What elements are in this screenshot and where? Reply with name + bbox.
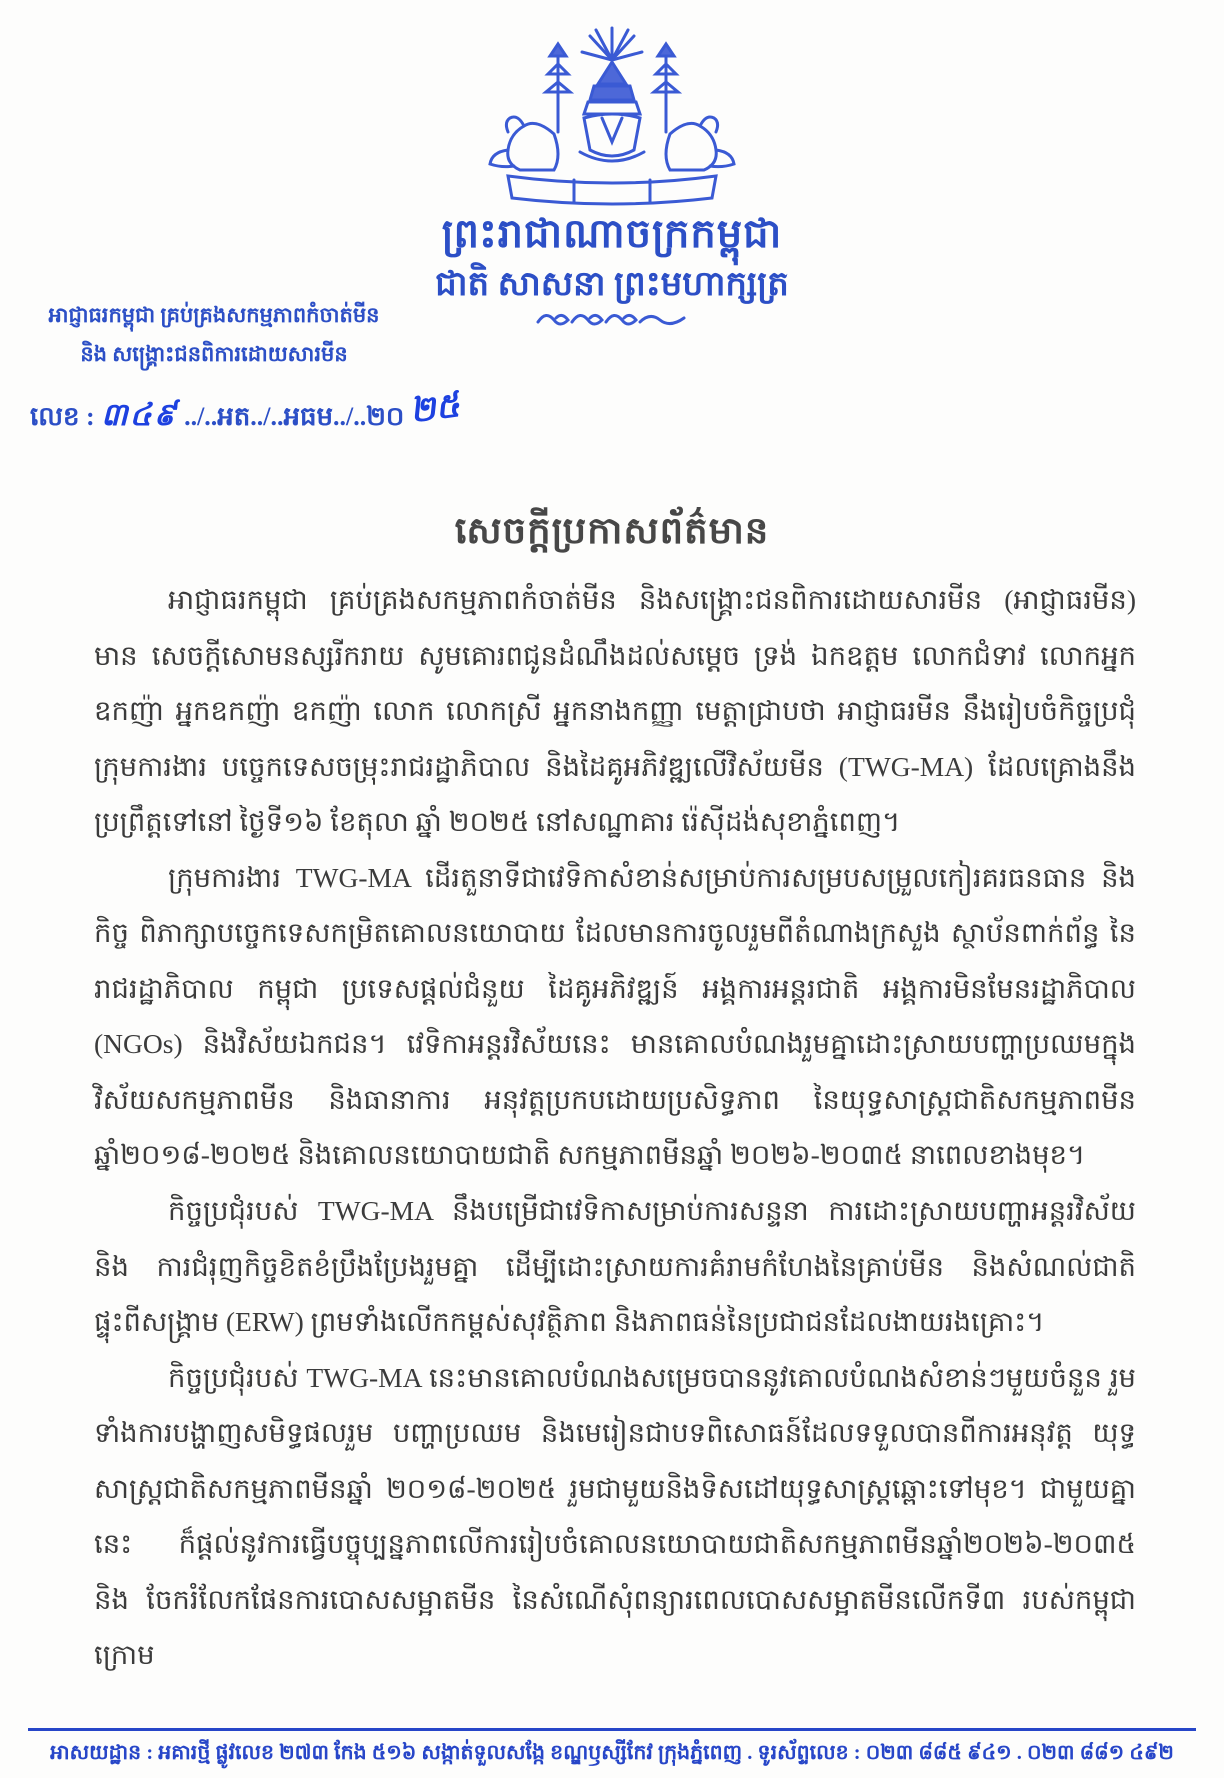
authority-name-line2: និង សង្គ្រោះជនពិការដោយសារមីន (80, 341, 348, 366)
document-body (94, 572, 1136, 1683)
paragraph-2: ក្រុមការងារ TWG-MA ដើរតួនាទីជាវេទិកាសំខាន់សម្រាប់ការសម្របសម្រួលកៀរគរធនធាន និងកិច្ច ពិភាក្សាបច្ចេកទេសកម្រិតគោលនយោបាយ ដែលមានការចូលរួមពីតំណាងក្រសួង ស្ថាប័នពាក់ព័ន្ធ នៃរាជរដ្ឋាភិបាល កម្ពុជា ប្រទេសផ្តល់ជំនួយ ដៃគូអភិវឌ្ឍន៍ អង្គការអន្តរជាតិ អង្គការមិនមែនរដ្ឋាភិបាល (NGOs) និងវិស័យឯកជន។ វេទិកាអន្តរវិស័យនេះ មានគោលបំណងរួមគ្នាដោះស្រាយបញ្ហាប្រឈមក្នុងវិស័យសកម្មភាពមីន និងធានាការ អនុវត្តប្រកបដោយប្រសិទ្ធភាព នៃយុទ្ធសាស្ត្រជាតិសកម្មភាពមីនឆ្នាំ២០១៨-២០២៥ និងគោលនយោបាយជាតិ សកម្មភាពមីនឆ្នាំ ២០២៦-២០៣៥ នាពេលខាងមុខ។ (94, 861, 1136, 1171)
reference-number-line (30, 386, 462, 442)
footer-address: អាសយដ្ឋាន : អគារថ្មី ផ្លូវលេខ ២៧៣ កែង ៥១៦ សង្កាត់ទួលសង្កែ ខណ្ឌឫស្សីកែវ ក្រុងភ្នំពេញ . ទូរស័ព្ទលេខ : ០២៣ ៨៨៥ ៩៤១ . ០២៣ ៨៨១ ៤៩២ (28, 1728, 1196, 1770)
reference-handwritten-number: ៣៤៩ (101, 397, 178, 432)
kingdom-title: ព្រះរាជាណាចក្រកម្ពុជា (441, 211, 783, 256)
royal-arms-of-cambodia-icon (0, 22, 1224, 208)
document-title: សេចក្តីប្រកាសព័ត៌មាន (454, 511, 770, 552)
national-motto: ជាតិ សាសនា ព្រះមហាក្សត្រ (435, 266, 789, 303)
reference-handwritten-year: ២៥ (407, 386, 462, 431)
reference-label: លេខ : (30, 402, 95, 431)
paragraph-4: កិច្ចប្រជុំរបស់ TWG-MA នេះមានគោលបំណងសម្រេចបាននូវគោលបំណងសំខាន់ៗមួយចំនួន រួមទាំងការបង្ហាញសមិទ្ធផលរួម បញ្ហាប្រឈម និងមេរៀនជាបទពិសោធន៍ដែលទទួលបានពីការអនុវត្ត យុទ្ធសាស្ត្រជាតិសកម្មភាពមីនឆ្នាំ ២០១៨-២០២៥ រួមជាមួយនិងទិសដៅយុទ្ធសាស្ត្រឆ្ពោះទៅមុខ។ ជាមួយគ្នា នេះ ក៏ផ្តល់នូវការធ្វើបច្ចុប្បន្នភាពលើការរៀបចំគោលនយោបាយជាតិសកម្មភាពមីនឆ្នាំ២០២៦-២០៣៥ និង ចែករំលែកផែនការបោសសម្អាតមីន នៃសំណើសុំពន្យារពេលបោសសម្អាតមីនលើកទី៣ របស់កម្ពុជា ក្រោម (94, 1361, 1136, 1671)
reference-printed-middle: ../..អត../..អធម../..២០ (184, 402, 405, 431)
authority-name-line1: អាជ្ញាធរកម្ពុជា គ្រប់គ្រងសកម្មភាពកំចាត់មីន (48, 303, 380, 327)
paragraph-3: កិច្ចប្រជុំរបស់ TWG-MA នឹងបម្រើជាវេទិកាសម្រាប់ការសន្ទនា ការដោះស្រាយបញ្ហាអន្តរវិស័យ និង ការជំរុញកិច្ចខិតខំប្រឹងប្រែងរួមគ្នា ដើម្បីដោះស្រាយការគំរាមកំហែងនៃគ្រាប់មីន និងសំណល់ជាតិផ្ទុះពីសង្គ្រាម (ERW) ព្រមទាំងលើកកម្ពស់សុវត្ថិភាព និងភាពធន់នៃប្រជាជនដែលងាយរងគ្រោះ។ (94, 1195, 1136, 1338)
authority-name (24, 296, 404, 374)
paragraph-1: អាជ្ញាធរកម្ពុជា គ្រប់គ្រងសកម្មភាពកំចាត់មីន និងសង្គ្រោះជនពិការដោយសារមីន (អាជ្ញាធរមីន) មាន សេចក្តីសោមនស្សរីករាយ សូមគោរពជូនដំណឹងដល់សម្តេច ទ្រង់ ឯកឧត្តម លោកជំទាវ លោកអ្នកឧកញ៉ា អ្នកឧកញ៉ា ឧកញ៉ា លោក លោកស្រី អ្នកនាងកញ្ញា មេត្តាជ្រាបថា អាជ្ញាធរមីន នឹងរៀបចំកិច្ចប្រជុំក្រុមការងារ បច្ចេកទេសចម្រុះរាជរដ្ឋាភិបាល និងដៃគូអភិវឌ្ឍលើវិស័យមីន (TWG-MA) ដែលគ្រោងនឹងប្រព្រឹត្តទៅនៅ ថ្ងៃទី១៦ ខែតុលា ឆ្នាំ ២០២៥ នៅសណ្ឋាគារ រ៉េស៊ីដង់សុខាភ្នំពេញ។ (94, 584, 1136, 838)
